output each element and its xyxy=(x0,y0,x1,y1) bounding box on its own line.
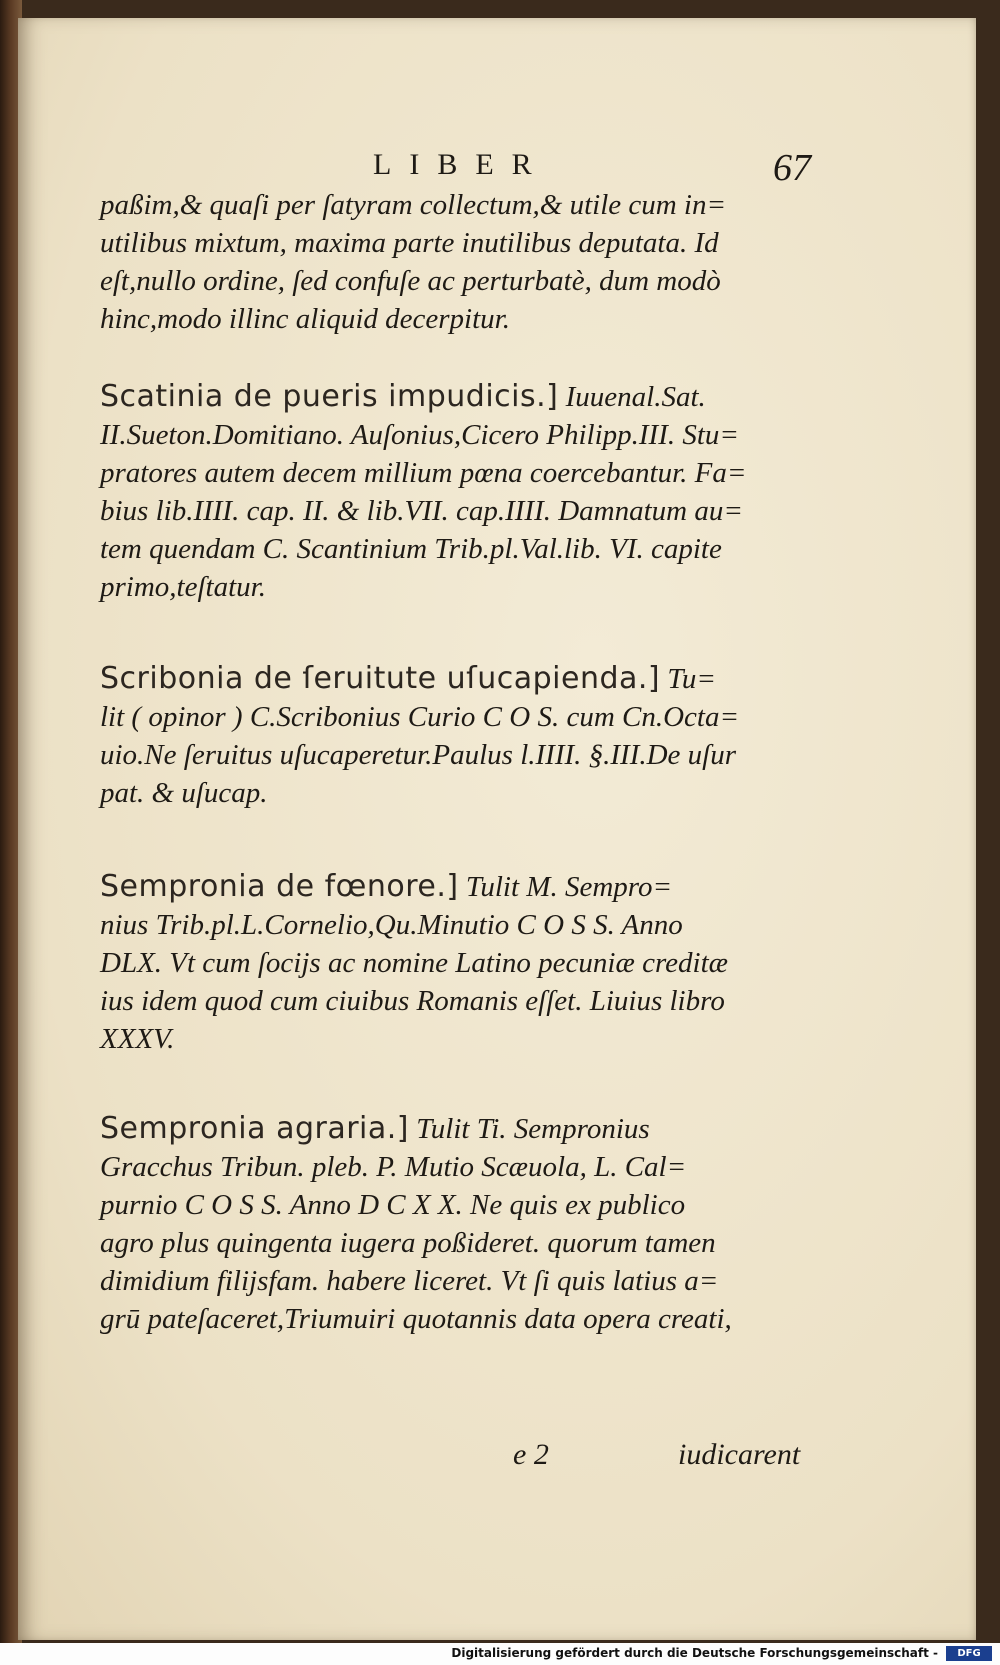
text-line: pratores autem decem millium pœna coercebantur. Fa= xyxy=(100,457,747,489)
entry-scribonia xyxy=(100,660,840,812)
entry-text: Tulit Ti. Sempronius xyxy=(416,1113,650,1145)
text-line: XXXV. xyxy=(100,1023,175,1055)
page-number: 67 xyxy=(773,147,811,189)
entry-scatinia xyxy=(100,378,840,606)
entry-text: Iuuenal.Sat. xyxy=(565,381,706,413)
text-line: DLX. Vt cum ſocijs ac nomine Latino pecuniæ creditæ xyxy=(100,947,728,979)
entry-heading: Scribonia de ſeruitute uſucapienda.] xyxy=(100,661,661,696)
text-line: nius Trib.pl.L.Cornelio,Qu.Minutio C O S S. Anno xyxy=(100,909,683,941)
funding-credit: Digitalisierung gefördert durch die Deutsche Forschungsgemeinschaft - xyxy=(451,1646,938,1660)
credit-bar xyxy=(0,1643,1000,1665)
text-line: utilibus mixtum, maxima parte inutilibus deputata. Id xyxy=(100,227,719,259)
entry-sempronia-agraria xyxy=(100,1110,840,1338)
running-head: LIBER xyxy=(373,148,550,181)
page-footer xyxy=(18,1438,976,1478)
text-line: hinc,modo illinc aliquid decerpitur. xyxy=(100,303,510,335)
text-line: bius lib.IIII. cap. II. & lib.VII. cap.IIII. Damnatum au= xyxy=(100,495,743,527)
entry-text: Tu= xyxy=(667,663,716,695)
intro-paragraph xyxy=(100,186,840,338)
entry-heading: Sempronia agraria.] xyxy=(100,1111,410,1146)
entry-sempronia-foenore xyxy=(100,868,840,1058)
text-line: tem quendam C. Scantinium Trib.pl.Val.lib. VI. capite xyxy=(100,533,722,565)
book-page xyxy=(18,18,976,1640)
text-line: lit ( opinor ) C.Scribonius Curio C O S. cum Cn.Octa= xyxy=(100,701,740,733)
text-line: eſt,nullo ordine, ſed confuſe ac perturbatè, dum modò xyxy=(100,265,721,297)
text-line: primo,teſtatur. xyxy=(100,571,266,603)
text-line: agro plus quingenta iugera poßideret. quorum tamen xyxy=(100,1227,716,1259)
text-line: II.Sueton.Domitiano. Auſonius,Cicero Philipp.III. Stu= xyxy=(100,419,739,451)
text-line: dimidium filijsfam. habere liceret. Vt ſi quis latius a= xyxy=(100,1265,719,1297)
signature-mark: e 2 xyxy=(513,1438,549,1471)
text-line: paßim,& quaſi per ſatyram collectum,& utile cum in= xyxy=(100,189,727,221)
text-line: uio.Ne ſeruitus uſucaperetur.Paulus l.IIII. §.III.De uſur xyxy=(100,739,737,771)
text-line: pat. & uſucap. xyxy=(100,777,268,809)
entry-heading: Scatinia de pueris impudicis.] xyxy=(100,379,559,414)
dfg-logo-icon: DFG xyxy=(946,1646,992,1661)
text-line: Gracchus Tribun. pleb. P. Mutio Scæuola, L. Cal= xyxy=(100,1151,687,1183)
text-line: purnio C O S S. Anno D C X X. Ne quis ex publico xyxy=(100,1189,686,1221)
catchword: iudicarent xyxy=(678,1438,801,1471)
text-line: grū pateſaceret,Triumuiri quotannis data opera creati, xyxy=(100,1303,732,1335)
entry-heading: Sempronia de fœnore.] xyxy=(100,869,459,904)
text-line: ius idem quod cum ciuibus Romanis eſſet. Liuius libro xyxy=(100,985,725,1017)
entry-text: Tulit M. Sempro= xyxy=(465,871,673,903)
